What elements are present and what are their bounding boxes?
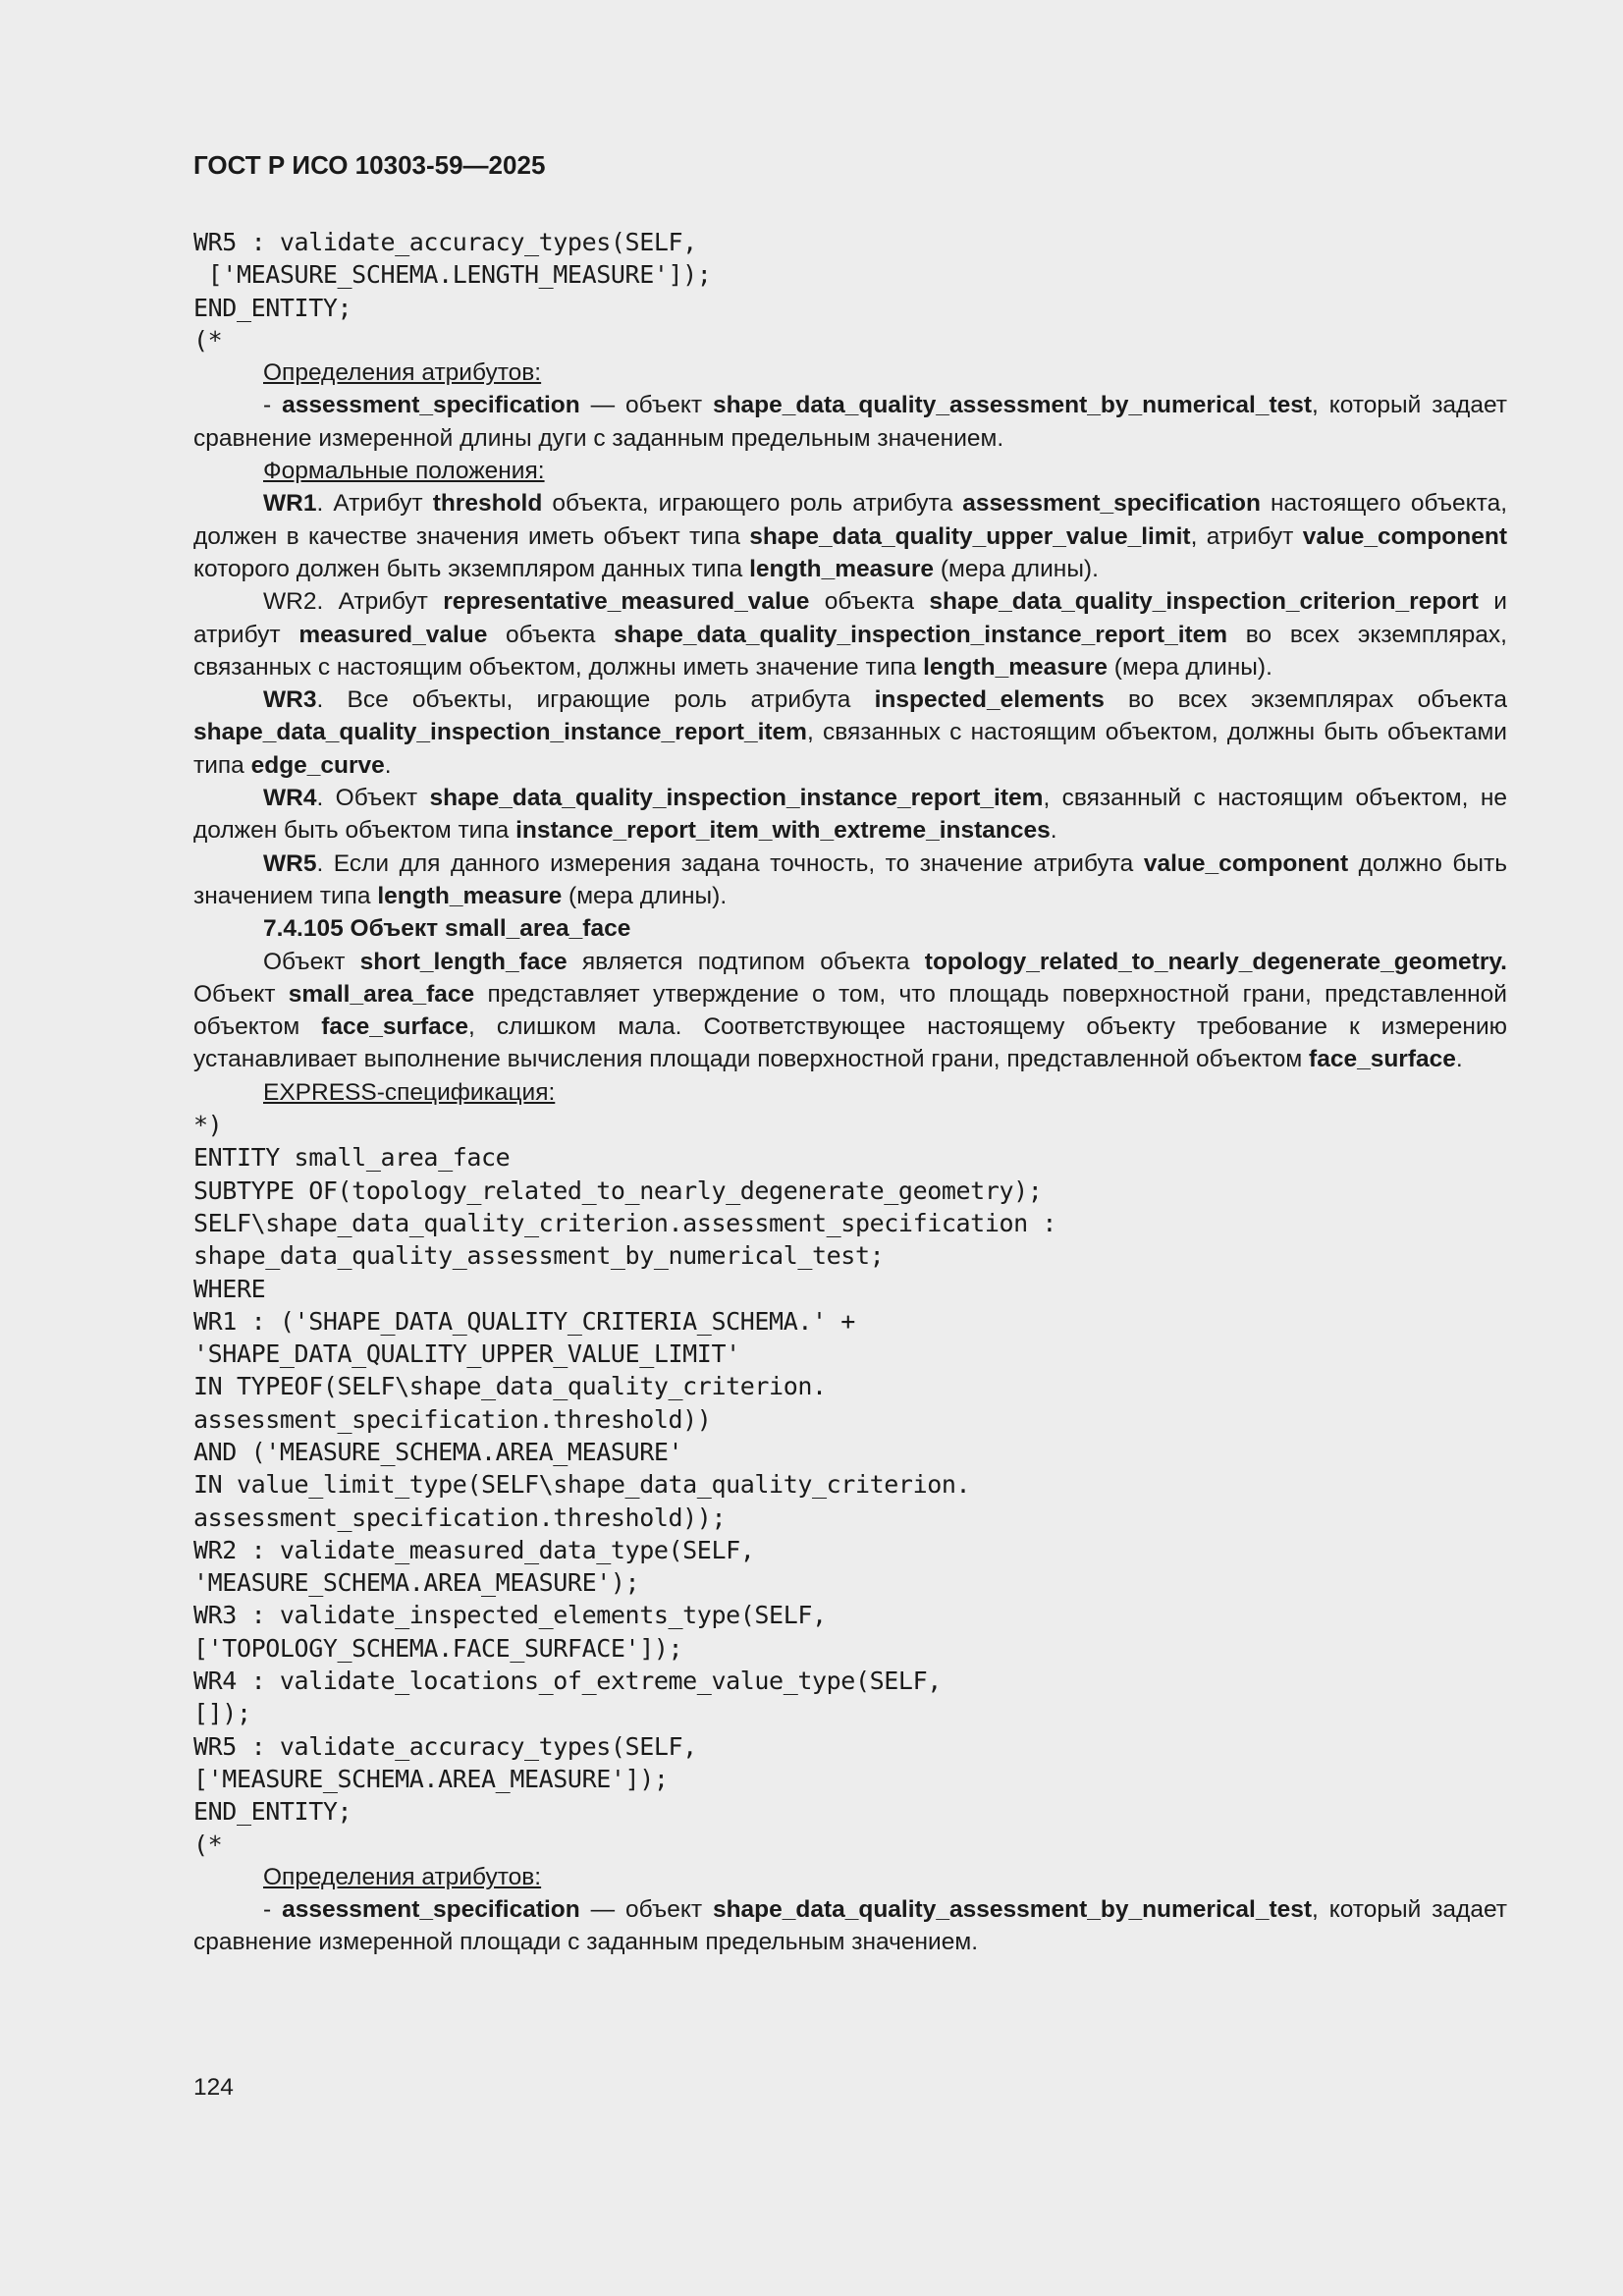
code-line: (* xyxy=(193,1830,223,1859)
code-line: WR4 : validate_locations_of_extreme_value_type(SELF, xyxy=(193,1667,942,1696)
code-line: WR5 : validate_accuracy_types(SELF, xyxy=(193,1731,697,1761)
code-line: ['MEASURE_SCHEMA.AREA_MEASURE']); xyxy=(193,1764,669,1793)
attribute-definition: - assessment_specification — объект shape_data_quality_assessment_by_numerical_test, который задает сравнение измеренной площади с заданным предельным значением. xyxy=(193,1896,1508,1956)
code-line: ['TOPOLOGY_SCHEMA.FACE_SURFACE']); xyxy=(193,1633,683,1663)
code-line: 'MEASURE_SCHEMA.AREA_MEASURE'); xyxy=(193,1568,640,1598)
code-block-1 xyxy=(193,226,1507,356)
attribute-definitions-heading: Определения атрибутов: xyxy=(263,1863,542,1890)
formal-propositions-heading: Формальные положения: xyxy=(263,458,545,485)
document-page xyxy=(193,147,1507,1959)
attribute-definitions-heading: Определения атрибутов: xyxy=(263,359,542,387)
express-specification-heading: EXPRESS-спецификация: xyxy=(263,1078,556,1106)
code-line: *) xyxy=(193,1111,223,1140)
code-line: AND ('MEASURE_SCHEMA.AREA_MEASURE' xyxy=(193,1437,683,1466)
code-line: END_ENTITY; xyxy=(193,293,352,322)
code-line: assessment_specification.threshold)) xyxy=(193,1404,712,1434)
page-number: 124 xyxy=(193,2074,234,2101)
code-line: SUBTYPE OF(topology_related_to_nearly_degenerate_geometry); xyxy=(193,1175,1043,1205)
code-line: (* xyxy=(193,325,223,355)
code-line: WR5 : validate_accuracy_types(SELF, xyxy=(193,228,697,256)
rule-wr5: WR5. Если для данного измерения задана точность, то значение атрибута value_component должно быть значением типа length_measure (мера длины). xyxy=(193,849,1507,909)
section-paragraph: Объект short_length_face является подтипом объекта topology_related_to_nearly_degenerate_geometry. Объект small_area_face представляет утверждение о том, что площадь поверхностной грани, представленной объектом face_surface, слишком мала. Соответствующее настоящему объекту требование к измерению устанавливает выполнение вычисления площади поверхностной грани, представленной объектом face_surface. xyxy=(193,948,1507,1073)
code-line: 'SHAPE_DATA_QUALITY_UPPER_VALUE_LIMIT' xyxy=(193,1339,740,1369)
code-line: []); xyxy=(193,1699,251,1728)
attribute-definition: - assessment_specification — объект shape_data_quality_assessment_by_numerical_test, который задает сравнение измеренной длины дуги с заданным предельным значением. xyxy=(193,392,1508,452)
code-line: SELF\shape_data_quality_criterion.assessment_specification : xyxy=(193,1208,1057,1237)
rule-wr3: WR3. Все объекты, играющие роль атрибута inspected_elements во всех экземплярах объекта shape_data_quality_inspection_instance_report_item, связанных с настоящим объектом, должны быть объектами типа edge_curve. xyxy=(193,686,1507,779)
rule-wr4: WR4. Объект shape_data_quality_inspection_instance_report_item, связанный с настоящим объектом, не должен быть объектом типа instance_report_item_with_extreme_instances. xyxy=(193,785,1507,845)
code-line: WR1 : ('SHAPE_DATA_QUALITY_CRITERIA_SCHEMA.' + xyxy=(193,1306,855,1336)
rule-wr1: WR1. Атрибут threshold объекта, играющего роль атрибута assessment_specification настоящего объекта, должен в качестве значения иметь объект типа shape_data_quality_upper_value_limit, атрибут value_component которого должен быть экземпляром данных типа length_measure (мера длины). xyxy=(193,490,1508,582)
code-line: ['MEASURE_SCHEMA.LENGTH_MEASURE']); xyxy=(193,260,712,290)
code-line: WR3 : validate_inspected_elements_type(SELF, xyxy=(193,1601,827,1630)
code-line: assessment_specification.threshold)); xyxy=(193,1503,727,1532)
code-line: END_ENTITY; xyxy=(193,1797,352,1827)
rule-wr2: WR2. Атрибут representative_measured_value объекта shape_data_quality_inspection_criterion_report и атрибут measured_value объекта shape_data_quality_inspection_instance_report_item во всех экземплярах, связанных с настоящим объектом, должны иметь значение типа length_measure (мера длины). xyxy=(193,588,1507,681)
code-line: WHERE xyxy=(193,1274,266,1303)
code-line: IN value_limit_type(SELF\shape_data_quality_criterion. xyxy=(193,1470,971,1500)
code-block-2 xyxy=(193,1109,1507,1861)
code-line: ENTITY small_area_face xyxy=(193,1143,511,1173)
code-line: shape_data_quality_assessment_by_numerical_test; xyxy=(193,1241,885,1271)
code-line: IN TYPEOF(SELF\shape_data_quality_criterion. xyxy=(193,1372,827,1401)
code-line: WR2 : validate_measured_data_type(SELF, xyxy=(193,1535,755,1564)
section-heading: 7.4.105 Объект small_area_face xyxy=(263,915,631,943)
document-header: ГОСТ Р ИСО 10303-59—2025 xyxy=(193,150,546,180)
